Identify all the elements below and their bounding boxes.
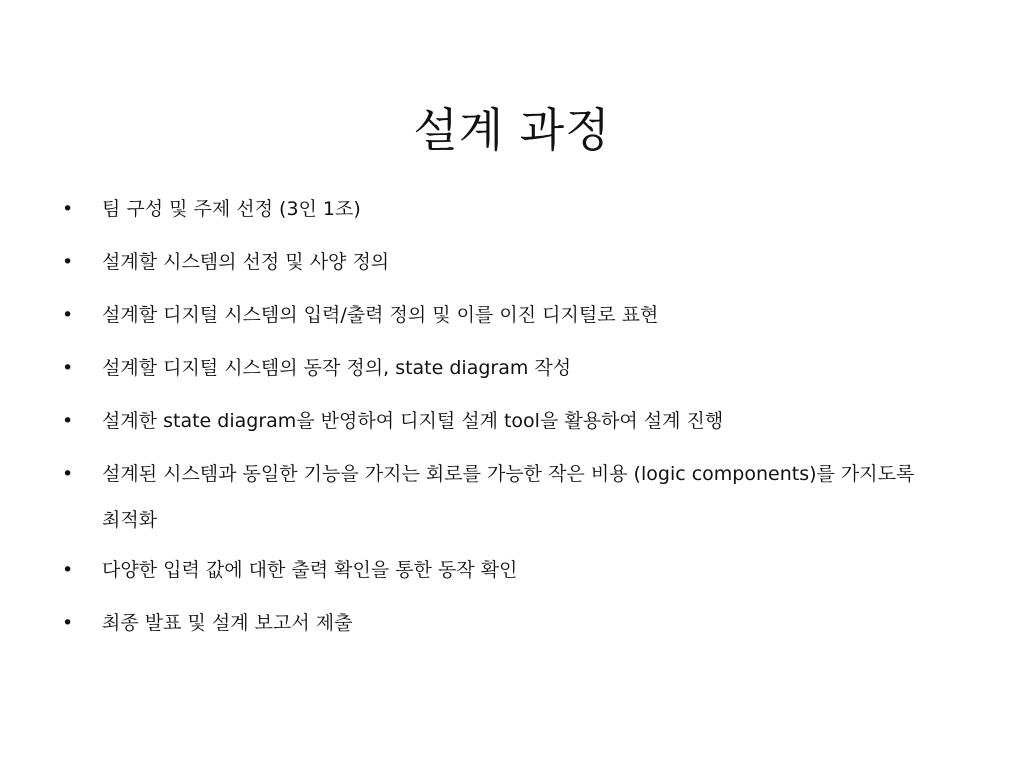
bullet-dot-icon: • bbox=[62, 612, 74, 634]
bullet-dot-icon: • bbox=[62, 357, 74, 379]
slide-title: 설계 과정 bbox=[413, 102, 611, 157]
bullet-text: 설계할 시스템의 선정 및 사양 정의 bbox=[102, 251, 390, 273]
bullet-item bbox=[62, 451, 922, 543]
bullet-item bbox=[62, 194, 962, 225]
bullet-item bbox=[62, 555, 962, 586]
bullet-item bbox=[62, 353, 962, 384]
bullet-text: 다양한 입력 값에 대한 출력 확인을 통한 동작 확인 bbox=[102, 559, 518, 581]
bullet-item bbox=[62, 300, 962, 331]
bullet-dot-icon: • bbox=[62, 251, 74, 273]
bullet-dot-icon: • bbox=[62, 410, 74, 432]
bullet-text: 설계할 디지털 시스템의 입력/출력 정의 및 이를 이진 디지털로 표현 bbox=[102, 304, 659, 326]
bullet-text: 최종 발표 및 설계 보고서 제출 bbox=[102, 612, 353, 634]
bullet-item bbox=[62, 406, 962, 437]
bullet-item bbox=[62, 247, 962, 278]
bullet-text: 설계된 시스템과 동일한 기능을 가지는 회로를 가능한 작은 비용 (logic components)를 가지도록 최적화 bbox=[102, 463, 915, 531]
bullet-text: 설계할 디지털 시스템의 동작 정의, state diagram 작성 bbox=[102, 357, 572, 379]
bullet-text: 설계한 state diagram을 반영하여 디지털 설계 tool을 활용하여 설계 진행 bbox=[102, 410, 724, 432]
bullet-item bbox=[62, 608, 962, 639]
bullet-dot-icon: • bbox=[62, 559, 74, 581]
bullet-text: 팀 구성 및 주제 선정 (3인 1조) bbox=[102, 198, 361, 220]
bullet-dot-icon: • bbox=[62, 198, 74, 220]
bullet-list bbox=[62, 194, 962, 661]
bullet-dot-icon: • bbox=[62, 463, 74, 485]
bullet-dot-icon: • bbox=[62, 304, 74, 326]
